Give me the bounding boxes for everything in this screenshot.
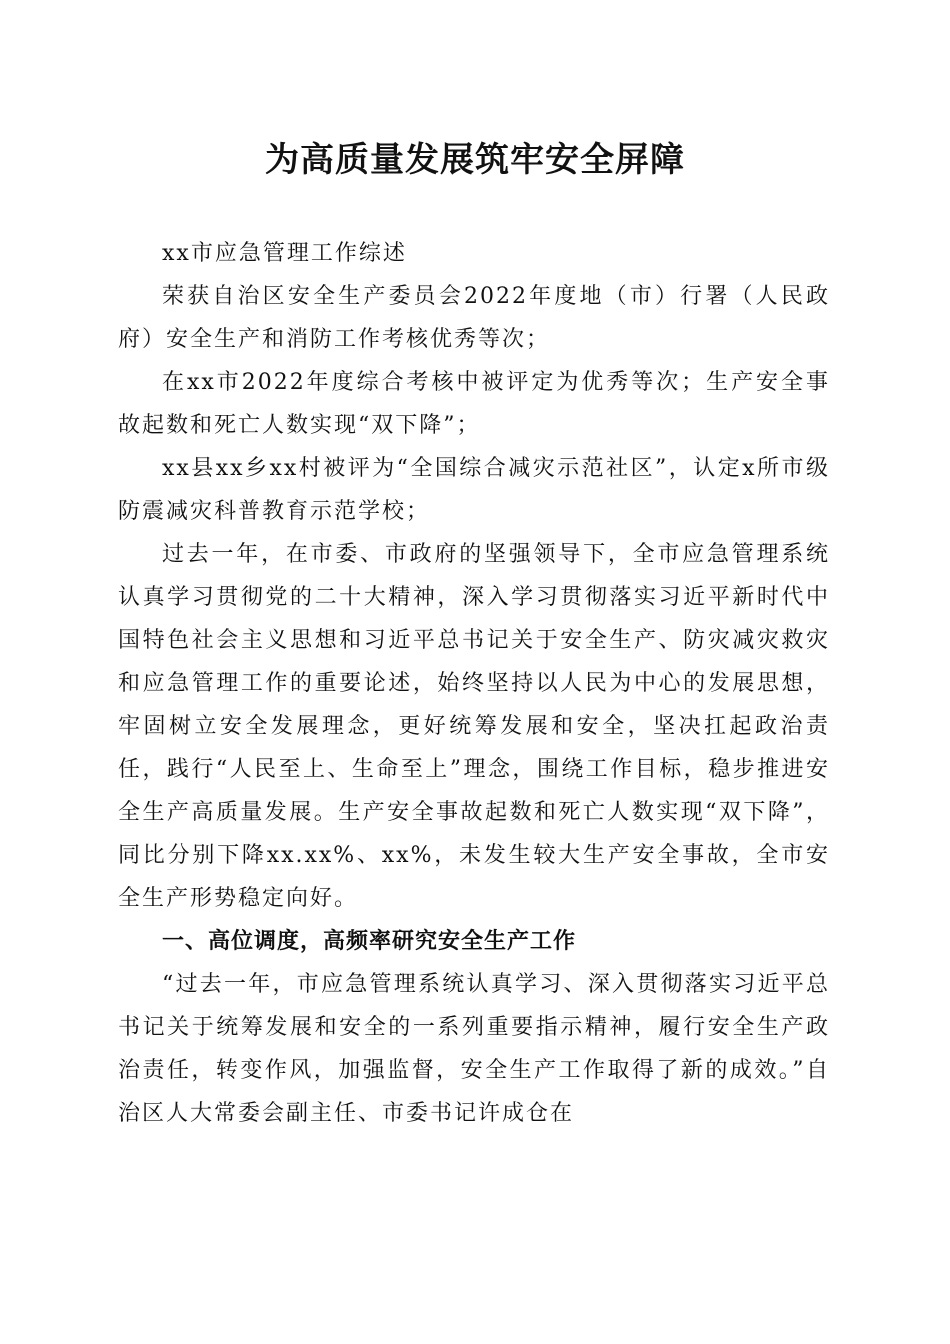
section-heading: 一、高位调度，高频率研究安全生产工作 (162, 929, 577, 954)
highlight-paragraph: 在xx市2022年度综合考核中被评定为优秀等次；生产安全事故起数和死亡人数实现“双下降”； (118, 370, 830, 438)
intro-paragraph: 过去一年，在市委、市政府的坚强领导下，全市应急管理系统认真学习贯彻党的二十大精神，深入学习贯彻落实习近平新时代中国特色社会主义思想和习近平总书记关于安全生产、防灾减灾救灾和应急管理工作的重要论述，始终坚持以人民为中心的发展思想，牢固树立安全发展理念，更好统筹发展和安全，坚决扛起政治责任，践行“人民至上、生命至上”理念，围绕工作目标，稳步推进安全生产高质量发展。生产安全事故起数和死亡人数实现“双下降”，同比分别下降xx.xx%、xx%，未发生较大生产安全事故，全市安全生产形势稳定向好。 (118, 542, 830, 911)
highlight-paragraph: 荣获自治区安全生产委员会2022年度地（市）行署（人民政府）安全生产和消防工作考核优秀等次； (118, 284, 830, 352)
highlight-paragraph: xx县xx乡xx村被评为“全国综合减灾示范社区”，认定x所市级防震减灾科普教育示范学校； (118, 456, 830, 524)
document-subtitle: xx市应急管理工作综述 (162, 241, 407, 266)
section-paragraph: “过去一年，市应急管理系统认真学习、深入贯彻落实习近平总书记关于统筹发展和安全的一系列重要指示精神，履行安全生产政治责任，转变作风，加强监督，安全生产工作取得了新的成效。”自治区人大常委会副主任、市委书记许成仓在 (118, 972, 830, 1126)
document-title: 为高质量发展筑牢安全屏障 (265, 140, 685, 180)
document-body (118, 232, 830, 1135)
